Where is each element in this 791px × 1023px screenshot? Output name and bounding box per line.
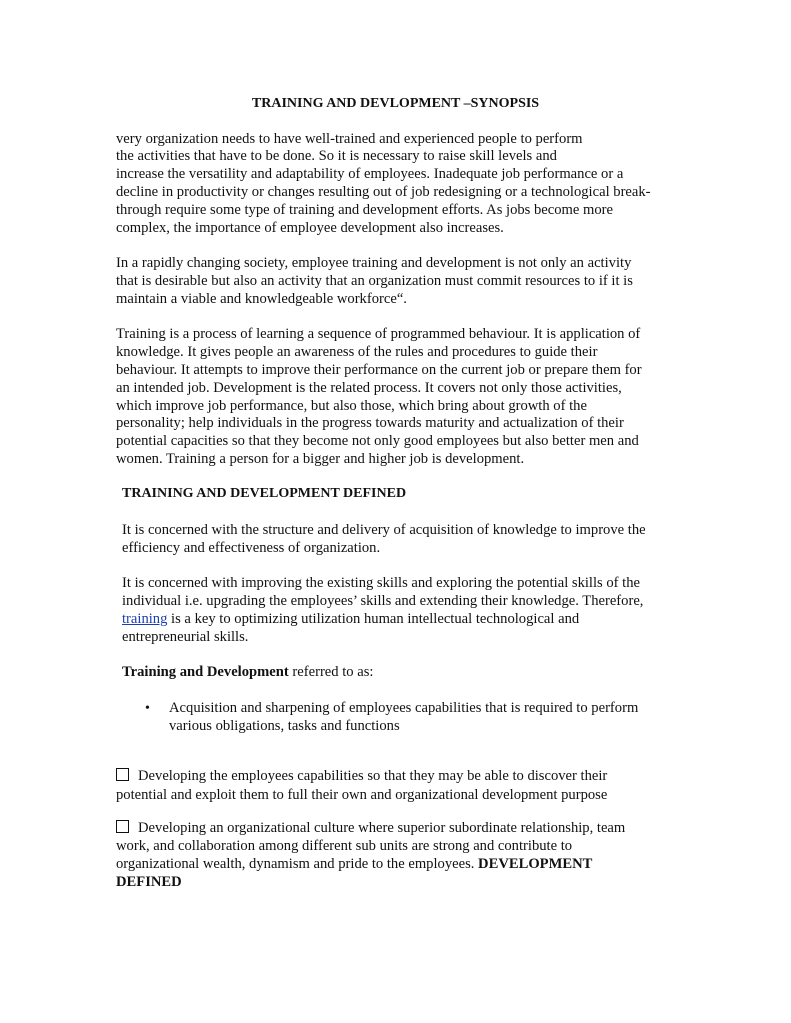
development-heading: DEVELOPMENT <box>478 856 593 872</box>
para3-line: which improve job performance, but also those, which bring about growth of the <box>116 398 587 414</box>
para3-line: Training is a process of learning a sequence of programmed behaviour. It is application of <box>116 326 641 342</box>
para3-line: women. Training a person for a bigger and higher job is development. <box>116 451 525 467</box>
defined-p2-line: individual i.e. upgrading the employees’ skills and extending their knowledge. Therefore, <box>122 593 644 609</box>
checkbox-icon <box>116 768 129 781</box>
development-heading-cont: DEFINED <box>116 874 182 890</box>
section-heading: TRAINING AND DEVELOPMENT DEFINED <box>122 486 407 501</box>
para2-line: maintain a viable and knowledgeable workforce“. <box>116 291 407 307</box>
intro-line: very organization needs to have well-trained and experienced people to perform <box>116 131 583 147</box>
referred-line <box>122 663 373 681</box>
bullet-line: various obligations, tasks and functions <box>169 718 400 734</box>
box-item-line: organizational wealth, dynamism and pride to the employees. DEVELOPMENT <box>116 856 593 872</box>
referred-bold: Training and Development <box>122 664 289 680</box>
intro-line: the activities that have to be done. So it is necessary to raise skill levels and <box>116 148 557 164</box>
defined-p1-line: It is concerned with the structure and delivery of acquisition of knowledge to improve the <box>122 522 646 538</box>
box-item-line: Developing an organizational culture where superior subordinate relationship, team <box>116 819 625 837</box>
box-item-line: potential and exploit them to full their own and organizational development purpose <box>116 787 608 803</box>
referred-rest: referred to as: <box>288 664 374 680</box>
defined-p2-line: It is concerned with improving the existing skills and exploring the potential skills of the <box>122 575 640 591</box>
para2-line: that is desirable but also an activity that an organization must commit resources to if it is <box>116 273 633 289</box>
defined-p1-line: efficiency and effectiveness of organization. <box>122 540 381 556</box>
para3-line: personality; help individuals in the progress towards maturity and actualization of their <box>116 415 624 431</box>
intro-line: decline in productivity or changes resulting out of job redesigning or a technological break- <box>116 184 651 200</box>
intro-line: through require some type of training and development efforts. As jobs become more <box>116 202 614 218</box>
box-item-line: work, and collaboration among different sub units are strong and contribute to <box>116 838 573 854</box>
link-trailing-text: is a key to optimizing utilization human intellectual technological and <box>167 611 580 627</box>
para3-line: an intended job. Development is the related process. It covers not only those activities, <box>116 380 622 396</box>
bullet-icon: • <box>145 701 150 716</box>
defined-p2-line: entrepreneurial skills. <box>122 629 249 645</box>
box-item-line: Developing the employees capabilities so that they may be able to discover their <box>116 767 607 785</box>
para2-line: In a rapidly changing society, employee training and development is not only an activity <box>116 255 632 271</box>
para3-line: knowledge. It gives people an awareness of the rules and procedures to guide their <box>116 344 598 360</box>
document-title: TRAINING AND DEVLOPMENT –SYNOPSIS <box>251 96 540 111</box>
defined-p2-line-with-link <box>122 610 579 628</box>
checkbox-icon <box>116 820 129 833</box>
intro-line: complex, the importance of employee development also increases. <box>116 220 504 236</box>
para3-line: behaviour. It attempts to improve their performance on the current job or prepare them for <box>116 362 642 378</box>
intro-line: increase the versatility and adaptability of employees. Inadequate job performance or a <box>116 166 624 182</box>
para3-line: potential capacities so that they become not only good employees but also better men and <box>116 433 639 449</box>
bullet-line: Acquisition and sharpening of employees capabilities that is required to perform <box>169 700 639 716</box>
training-link[interactable]: training <box>122 611 168 627</box>
